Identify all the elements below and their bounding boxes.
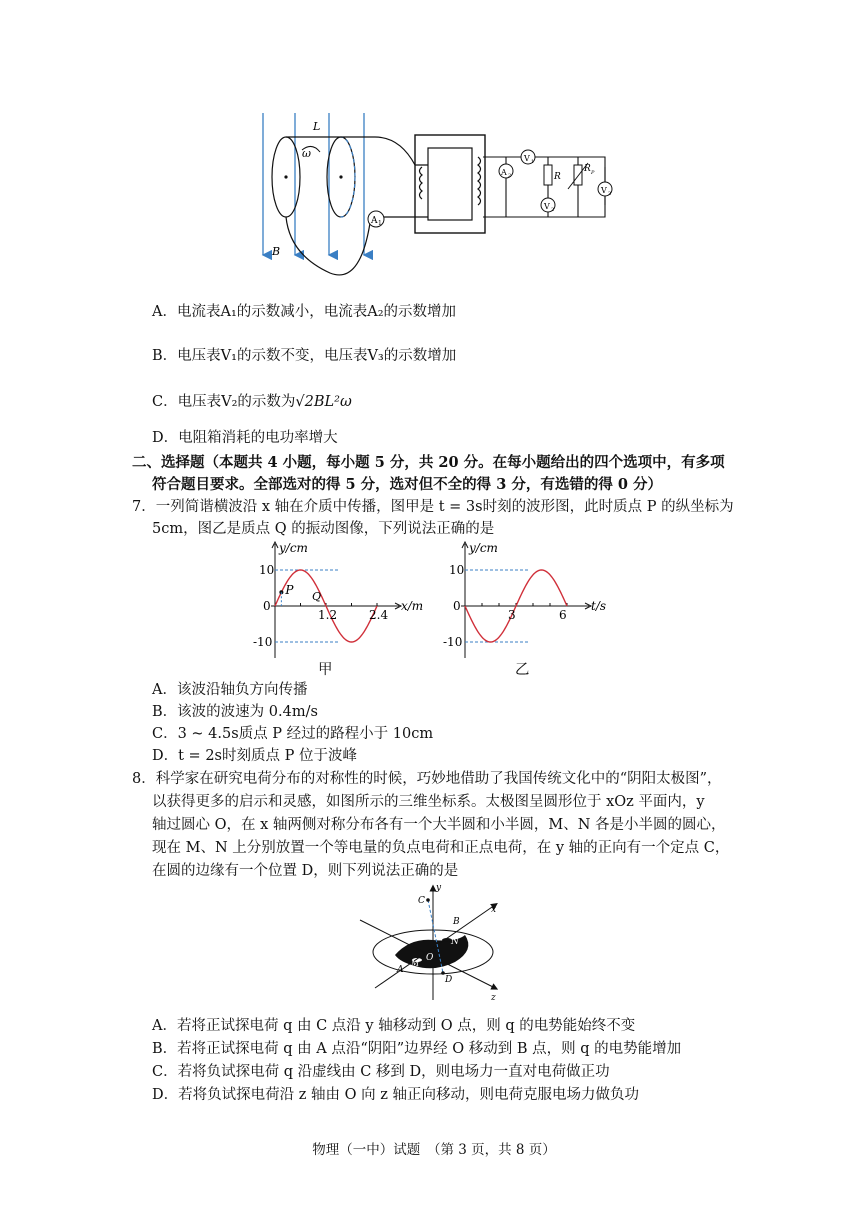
label-A: A	[397, 965, 404, 975]
x-tick-label-1: 1.2	[318, 608, 338, 622]
label-V3: V	[601, 186, 607, 195]
q6-option-c-text: C．电压表V₂的示数为	[152, 394, 296, 410]
section2-line2: 符合题目要求。全部选对的得 5 分，选对但不全的得 3 分，有选错的得 0 分）	[152, 476, 663, 493]
label-omega: ω	[302, 147, 311, 160]
label-z-axis: z	[491, 993, 496, 1003]
label-V2-sub: 2	[551, 207, 555, 213]
generator-circuit-figure	[250, 105, 620, 285]
q7-option-c: C．3 ~ 4.5s质点 P 经过的路程小于 10cm	[152, 726, 434, 742]
q7-option-d: D．t = 2s时刻质点 P 位于波峰	[152, 748, 357, 764]
graph-jia-caption: 甲	[318, 662, 333, 678]
label-B: B	[272, 245, 281, 258]
label-L: L	[313, 120, 321, 133]
wave-graph-jia	[255, 540, 435, 670]
resistor-r	[544, 165, 552, 185]
y-tick-label-zero: 0	[263, 599, 271, 613]
q7-stem-line1: 7．一列简谐横波沿 x 轴在介质中传播，图甲是 t = 3s时刻的波形图，此时质点 P 的纵坐标为	[132, 499, 734, 515]
y-tick-label-bottom: -10	[253, 635, 273, 649]
transformer-core	[415, 135, 485, 233]
q6-option-b: B．电压表V₁的示数不变，电压表V₃的示数增加	[152, 348, 457, 364]
q6-option-a: A．电流表A₁的示数减小，电流表A₂的示数增加	[152, 304, 457, 320]
magnetic-field-lines	[263, 113, 364, 255]
label-D: D	[445, 975, 453, 985]
vibration-graph-yi	[445, 540, 620, 670]
y-tick-label-top: 10	[449, 563, 465, 577]
x-tick-label-2: 6	[559, 608, 567, 622]
x-tick-label-2: 2.4	[369, 608, 389, 622]
y-axis-label: y/cm	[279, 541, 308, 555]
label-A1-sub: 1	[378, 220, 382, 227]
q6-option-c-math: √2BL²ω	[295, 394, 352, 410]
y-tick-label-top: 10	[259, 563, 275, 577]
label-y-axis: y	[436, 883, 442, 893]
point-q-label: Q	[312, 590, 322, 603]
label-V2: V	[544, 202, 550, 211]
x-axis-label: t/s	[591, 599, 607, 613]
label-B: B	[453, 917, 460, 927]
q8-option-b: B．若将正试探电荷 q 由 A 点沿“阴阳”边界经 O 移动到 B 点，则 q 的电势能增加	[152, 1041, 682, 1057]
q8-option-a: A．若将正试探电荷 q 由 C 点沿 y 轴移动到 O 点，则 q 的电势能始终不变	[152, 1018, 636, 1034]
transformer-coils	[420, 157, 481, 205]
y-tick-label-zero: 0	[453, 599, 461, 613]
q8-stem-line3: 轴过圆心 O，在 x 轴两侧对称分布各有一个大半圆和小半圆，M、N 各是小半圆的圆心，	[152, 817, 726, 833]
q7-stem-line2: 5cm，图乙是质点 Q 的振动图像，下列说法正确的是	[152, 521, 495, 537]
q7-option-a: A．该波沿轴负方向传播	[152, 682, 308, 698]
label-A2: A	[501, 168, 507, 177]
label-V1-sub: 1	[531, 159, 535, 165]
x-tick-label-1: 3	[508, 608, 516, 622]
label-N: N	[451, 937, 459, 947]
rheostat-rp	[574, 165, 582, 185]
label-O: O	[426, 953, 434, 963]
q7-option-b: B．该波的波速为 0.4m/s	[152, 704, 318, 720]
label-A2-sub: 2	[508, 173, 512, 179]
taiji-coordinate-figure	[355, 880, 515, 1010]
label-A1: A	[371, 216, 378, 226]
q6-option-c	[152, 392, 352, 412]
q8-stem-line4: 现在 M、N 上分别放置一个等电量的负点电荷和正点电荷，在 y 轴的正向有一个定点 C，	[152, 840, 730, 856]
graph-yi-caption: 乙	[515, 662, 530, 678]
label-RP-sub: P	[591, 170, 595, 176]
page-footer: 物理（一中）试题 （第 3 页，共 8 页）	[312, 1142, 556, 1158]
label-x-axis: x	[491, 905, 497, 915]
label-RP: R	[584, 164, 591, 174]
q8-stem-line1: 8．科学家在研究电荷分布的对称性的时候，巧妙地借助了我国传统文化中的“阴阳太极图”，	[132, 771, 722, 787]
q8-option-c: C．若将负试探电荷 q 沿虚线由 C 移到 D，则电场力一直对电荷做正功	[152, 1064, 610, 1080]
x-axis-label: x/m	[401, 599, 424, 613]
y-tick-label-bottom: -10	[443, 635, 463, 649]
label-V3-sub: 3	[608, 191, 612, 197]
label-M: M	[411, 959, 420, 968]
q8-stem-line5: 在圆的边缘有一个位置 D，则下列说法正确的是	[152, 863, 459, 879]
q8-stem-line2: 以获得更多的启示和灵感，如图所示的三维坐标系。太极图呈圆形位于 xOz 平面内，y	[152, 794, 705, 810]
label-R: R	[554, 172, 561, 182]
point-p-label: P	[285, 583, 294, 598]
y-axis-label: y/cm	[469, 541, 498, 555]
label-V1: V	[524, 154, 530, 163]
q6-option-d: D．电阻箱消耗的电功率增大	[152, 430, 338, 446]
section2-line1: 二、选择题（本题共 4 小题，每小题 5 分，共 20 分。在每小题给出的四个选项中，有多项	[132, 454, 725, 471]
q8-option-d: D．若将负试探电荷沿 z 轴由 O 向 z 轴正向移动，则电荷克服电场力做负功	[152, 1087, 639, 1103]
label-C: C	[418, 896, 425, 906]
